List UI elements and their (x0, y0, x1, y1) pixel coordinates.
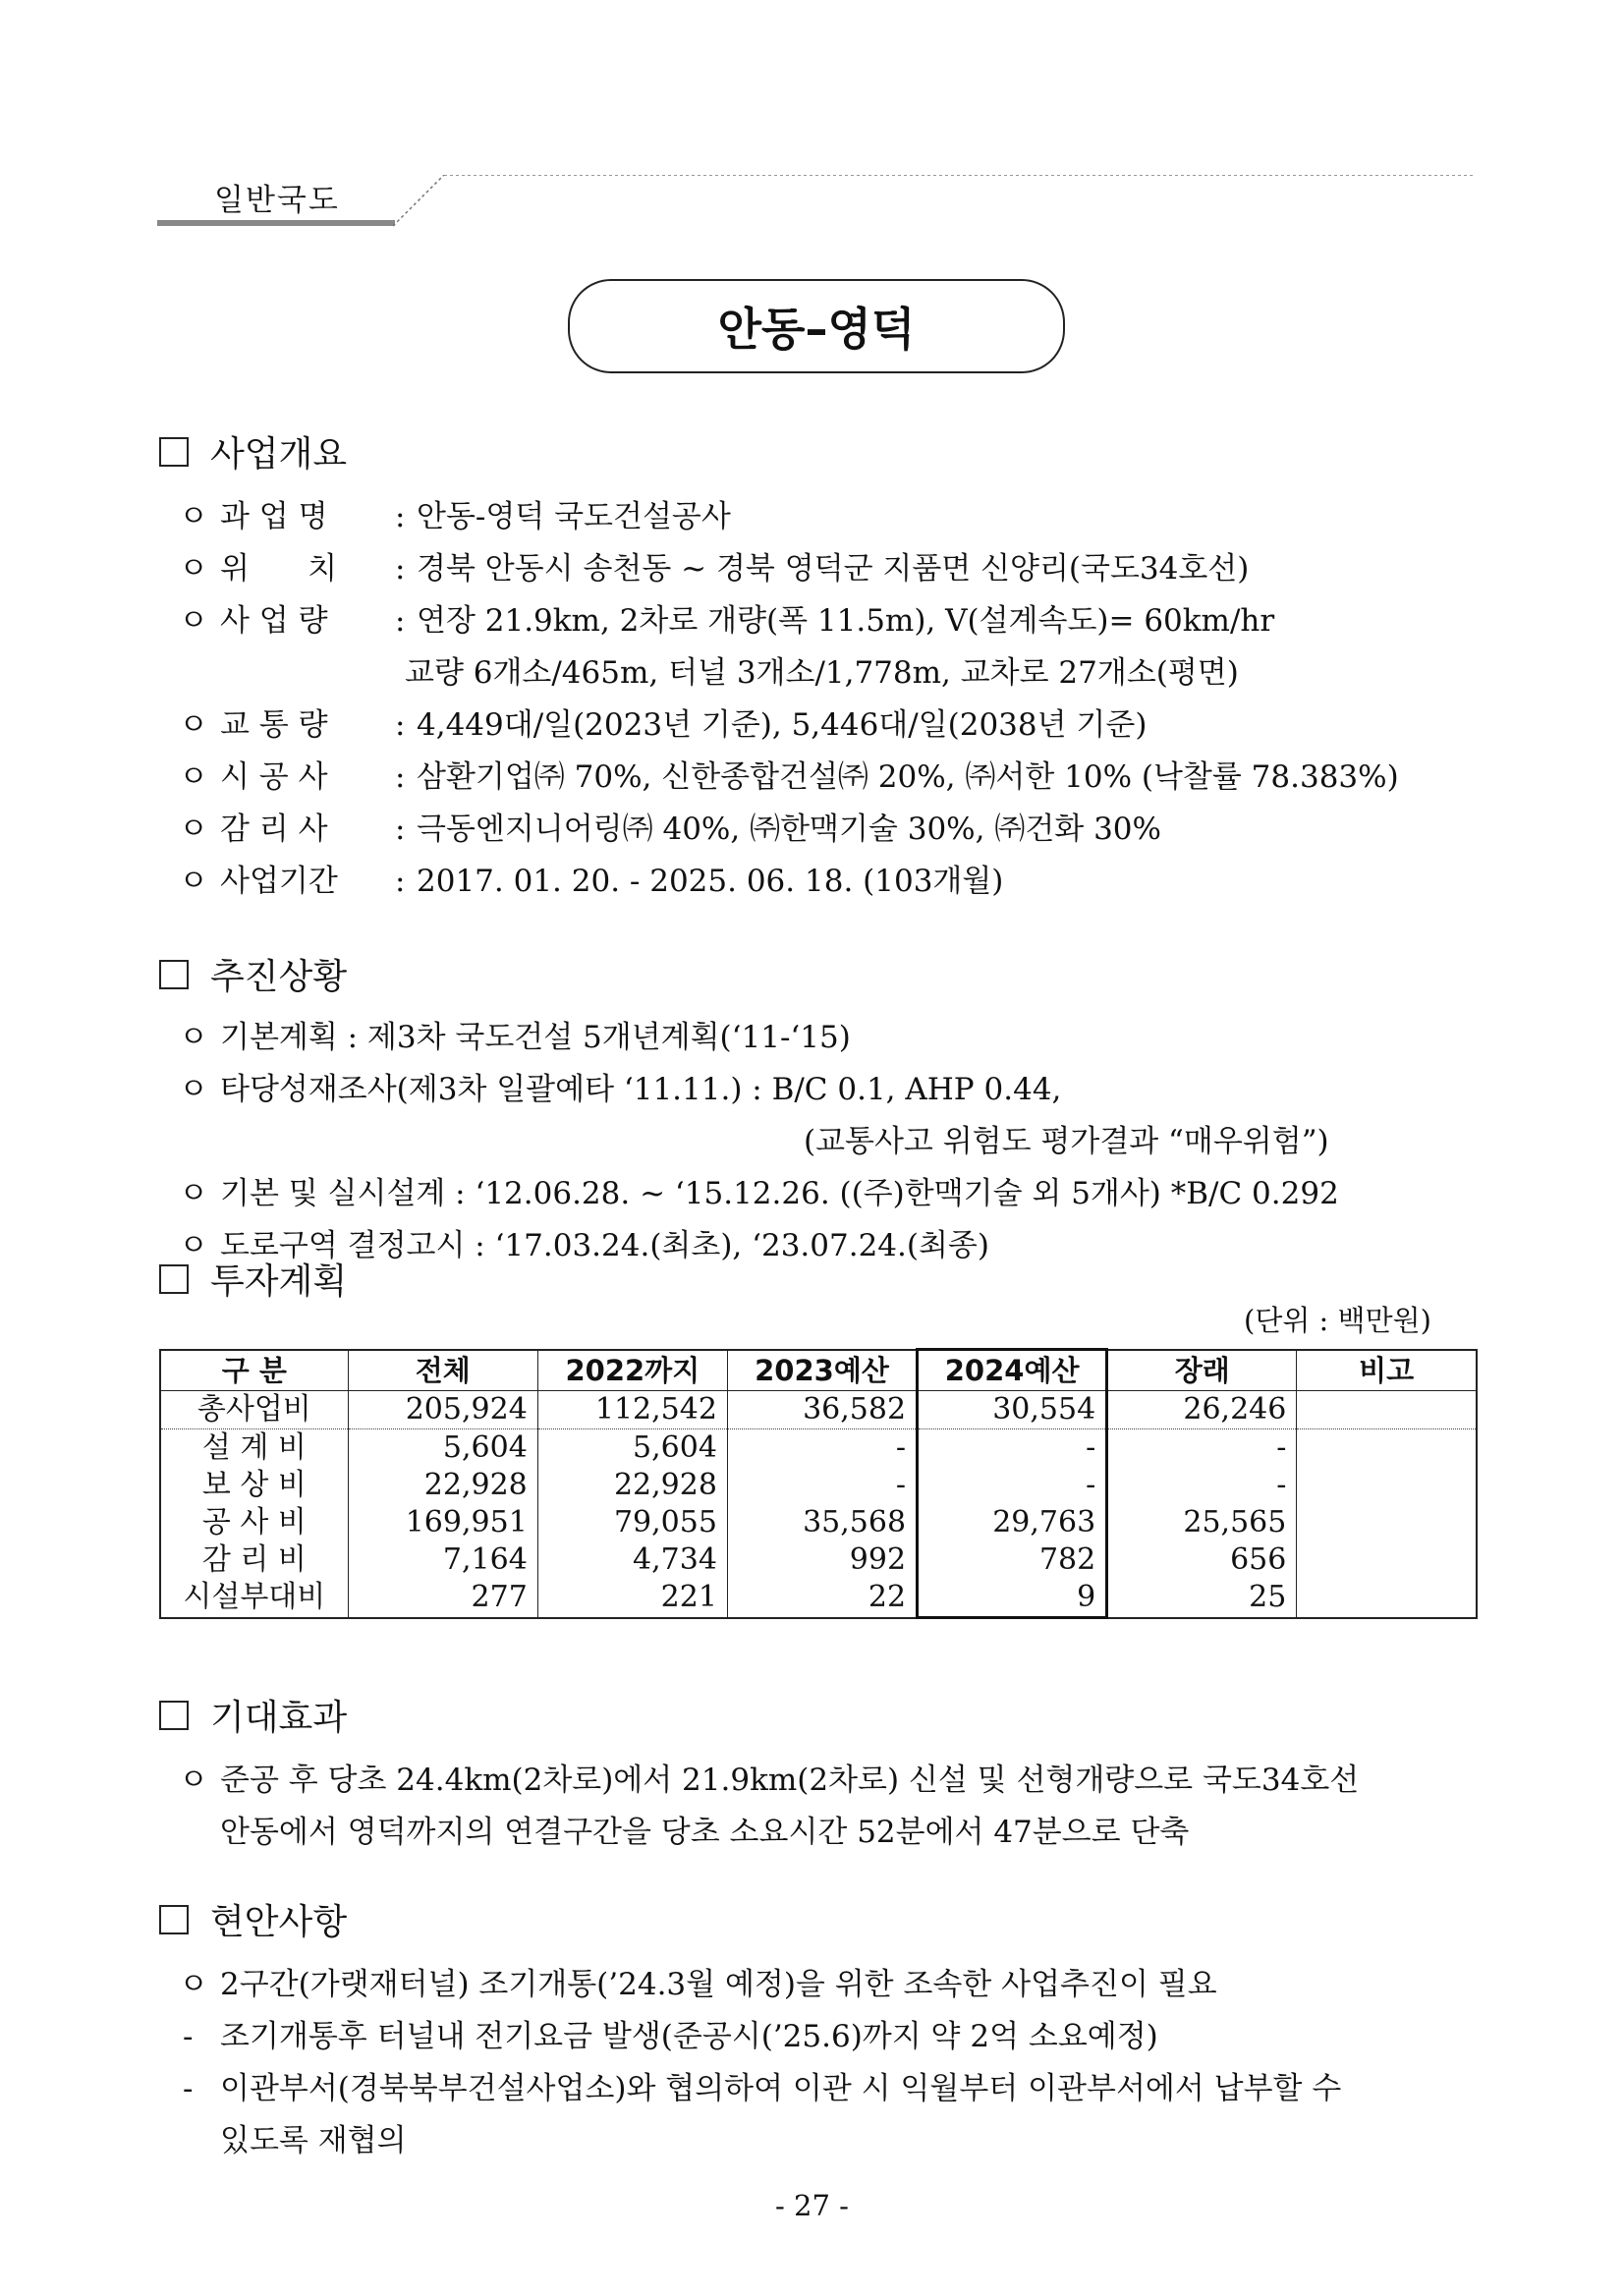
row-category-cell: 감 리 비 (160, 1541, 348, 1579)
circle-bullet-icon: ㅇ (179, 864, 208, 899)
table-cell (1297, 1391, 1477, 1429)
row-category-cell: 총사업비 (160, 1391, 348, 1429)
issues-subitem-continuation (220, 2115, 407, 2159)
item-text: 있도록 재협의 (220, 2123, 407, 2158)
table-cell: 221 (537, 1579, 727, 1618)
item-label: 사업기간 (220, 864, 338, 899)
overview-item (179, 804, 1161, 848)
table-cell: 782 (918, 1541, 1107, 1579)
overview-item (179, 543, 1249, 588)
section-heading-effects (159, 1690, 347, 1740)
table-cell: - (1107, 1467, 1297, 1504)
table-cell: 4,734 (537, 1541, 727, 1579)
section-title: 사업개요 (210, 434, 348, 475)
table-cell: 169,951 (348, 1504, 537, 1541)
circle-bullet-icon: ㅇ (179, 1228, 208, 1263)
document-title-text: 안동–영덕 (717, 303, 916, 356)
item-value: 안동-영덕 국도건설공사 (417, 499, 731, 534)
circle-bullet-icon: ㅇ (179, 1967, 208, 2002)
checkbox-square-icon (159, 1701, 189, 1730)
item-label: 위 치 (220, 551, 338, 587)
table-cell (1297, 1429, 1477, 1468)
section-title: 기대효과 (210, 1698, 348, 1738)
column-header-highlighted: 2024예산 (918, 1350, 1107, 1391)
table-cell: 30,554 (918, 1391, 1107, 1429)
table-row (160, 1541, 1477, 1579)
item-label: 교 통 량 (220, 707, 328, 743)
table-cell: 25,565 (1107, 1504, 1297, 1541)
section-heading-issues (159, 1894, 347, 1944)
column-header: 2023예산 (727, 1350, 917, 1391)
table-cell: 277 (348, 1579, 537, 1618)
overview-item (179, 595, 1274, 640)
table-cell: - (918, 1467, 1107, 1504)
table-cell: 29,763 (918, 1504, 1107, 1541)
table-row (160, 1467, 1477, 1504)
column-header: 2022까지 (537, 1350, 727, 1391)
colon-separator: : (395, 864, 406, 899)
table-cell: 22 (727, 1579, 917, 1618)
table-cell: 9 (918, 1579, 1107, 1618)
category-label: 일반국도 (214, 183, 340, 218)
item-value: 삼환기업㈜ 70%, 신한종합건설㈜ 20%, ㈜서한 10% (낙찰률 78.383%) (417, 759, 1399, 795)
colon-separator: : (395, 812, 406, 847)
row-category-cell: 보 상 비 (160, 1467, 348, 1504)
column-header: 구 분 (160, 1350, 348, 1391)
table-cell: 35,568 (727, 1504, 917, 1541)
table-cell: 26,246 (1107, 1391, 1297, 1429)
table-cell: 7,164 (348, 1541, 537, 1579)
table-cell (1297, 1504, 1477, 1541)
checkbox-square-icon (159, 1264, 189, 1294)
checkbox-square-icon (159, 1905, 189, 1934)
item-value: 극동엔지니어링㈜ 40%, ㈜한맥기술 30%, ㈜건화 30% (417, 812, 1161, 847)
investment-table (159, 1348, 1478, 1619)
table-cell: - (727, 1467, 917, 1504)
row-category-cell: 공 사 비 (160, 1504, 348, 1541)
dash-bullet-icon: - (183, 2019, 194, 2054)
category-underline (157, 175, 1474, 234)
overview-item-continuation (405, 647, 1239, 692)
progress-item (179, 1012, 851, 1056)
item-label: 시 공 사 (220, 759, 328, 795)
item-label: 사 업 량 (220, 603, 328, 639)
section-heading-overview (159, 426, 347, 476)
item-label: 과 업 명 (220, 499, 328, 534)
row-category-cell: 설 계 비 (160, 1429, 348, 1468)
checkbox-square-icon (159, 960, 189, 989)
column-header: 비고 (1297, 1350, 1477, 1391)
effects-item-continuation (220, 1807, 1189, 1851)
table-cell: 25 (1107, 1579, 1297, 1618)
circle-bullet-icon: ㅇ (179, 1072, 208, 1107)
colon-separator: : (395, 551, 406, 587)
table-cell: - (1107, 1429, 1297, 1468)
overview-item (179, 856, 1003, 900)
overview-item (179, 752, 1399, 796)
section-title: 추진상황 (210, 957, 348, 997)
table-cell: 112,542 (537, 1391, 727, 1429)
circle-bullet-icon: ㅇ (179, 603, 208, 639)
table-cell: 22,928 (348, 1467, 537, 1504)
section-title: 현안사항 (210, 1902, 348, 1942)
circle-bullet-icon: ㅇ (179, 1763, 208, 1798)
progress-item-continuation (804, 1116, 1329, 1160)
progress-item (179, 1168, 1339, 1212)
table-cell (1297, 1579, 1477, 1618)
item-text: 2구간(가랫재터널) 조기개통(’24.3월 예정)을 위한 조속한 사업추진이 필요 (220, 1967, 1217, 2002)
row-category-cell: 시설부대비 (160, 1579, 348, 1618)
circle-bullet-icon: ㅇ (179, 707, 208, 743)
table-cell: 36,582 (727, 1391, 917, 1429)
table-cell: 656 (1107, 1541, 1297, 1579)
table-row (160, 1504, 1477, 1541)
item-text: 기본 및 실시설계 : ‘12.06.28. ~ ‘15.12.26. ((주)한맥기술 외 5개사) *B/C 0.292 (220, 1176, 1339, 1211)
table-cell: 5,604 (348, 1429, 537, 1468)
table-row (160, 1391, 1477, 1429)
item-text: (교통사고 위험도 평가결과 “매우위험”) (804, 1124, 1329, 1159)
item-value: 4,449대/일(2023년 기준), 5,446대/일(2038년 기준) (417, 707, 1148, 743)
issues-item (179, 1959, 1217, 2003)
colon-separator: : (395, 499, 406, 534)
category-header (157, 175, 1474, 234)
table-cell: 22,928 (537, 1467, 727, 1504)
issues-subitem (183, 2063, 1341, 2107)
circle-bullet-icon: ㅇ (179, 1020, 208, 1055)
column-header: 장래 (1107, 1350, 1297, 1391)
item-label: 감 리 사 (220, 812, 328, 847)
table-row (160, 1429, 1477, 1468)
table-cell: 5,604 (537, 1429, 727, 1468)
item-text: 도로구역 결정고시 : ‘17.03.24.(최초), ‘23.07.24.(최종) (220, 1228, 989, 1263)
page-number: - 27 - (775, 2189, 849, 2222)
item-text: 기본계획 : 제3차 국도건설 5개년계획(‘11-‘15) (220, 1020, 851, 1055)
progress-item (179, 1064, 1061, 1108)
colon-separator: : (395, 707, 406, 743)
overview-item (179, 491, 731, 535)
section-heading-investment (159, 1254, 347, 1304)
table-cell: - (727, 1429, 917, 1468)
table-cell (1297, 1541, 1477, 1579)
item-text: 준공 후 당초 24.4km(2차로)에서 21.9km(2차로) 신설 및 선형개량으로 국도34호선 (220, 1763, 1360, 1798)
document-title (568, 279, 1065, 373)
table-cell (1297, 1467, 1477, 1504)
dash-bullet-icon: - (183, 2071, 194, 2106)
item-value: 교량 6개소/465m, 터널 3개소/1,778m, 교차로 27개소(평면) (405, 655, 1239, 691)
column-header: 전체 (348, 1350, 537, 1391)
table-row (160, 1579, 1477, 1618)
item-value: 연장 21.9km, 2차로 개량(폭 11.5m), V(설계속도)= 60km/hr (417, 603, 1275, 639)
table-cell: 79,055 (537, 1504, 727, 1541)
table-header-row (160, 1350, 1477, 1391)
table-cell: 205,924 (348, 1391, 537, 1429)
item-value: 2017. 01. 20. - 2025. 06. 18. (103개월) (417, 864, 1004, 899)
overview-item (179, 700, 1147, 744)
item-text: 안동에서 영덕까지의 연결구간을 당초 소요시간 52분에서 47분으로 단축 (220, 1815, 1190, 1850)
unit-note: (단위 : 백만원) (1244, 1304, 1431, 1337)
section-heading-progress (159, 949, 347, 999)
effects-item (179, 1755, 1359, 1799)
checkbox-square-icon (159, 437, 189, 467)
item-text: 조기개통후 터널내 전기요금 발생(준공시(’25.6)까지 약 2억 소요예정) (220, 2019, 1158, 2054)
colon-separator: : (395, 759, 406, 795)
table-cell: - (918, 1429, 1107, 1468)
item-text: 타당성재조사(제3차 일괄예타 ‘11.11.) : B/C 0.1, AHP 0.44, (220, 1072, 1062, 1107)
circle-bullet-icon: ㅇ (179, 1176, 208, 1211)
circle-bullet-icon: ㅇ (179, 499, 208, 534)
colon-separator: : (395, 603, 406, 639)
item-text: 이관부서(경북북부건설사업소)와 협의하여 이관 시 익월부터 이관부서에서 납부할 수 (220, 2071, 1342, 2106)
issues-subitem (183, 2011, 1158, 2055)
item-value: 경북 안동시 송천동 ~ 경북 영덕군 지품면 신양리(국도34호선) (417, 551, 1250, 587)
table-cell: 992 (727, 1541, 917, 1579)
circle-bullet-icon: ㅇ (179, 812, 208, 847)
circle-bullet-icon: ㅇ (179, 759, 208, 795)
circle-bullet-icon: ㅇ (179, 551, 208, 587)
section-title: 투자계획 (210, 1261, 348, 1302)
